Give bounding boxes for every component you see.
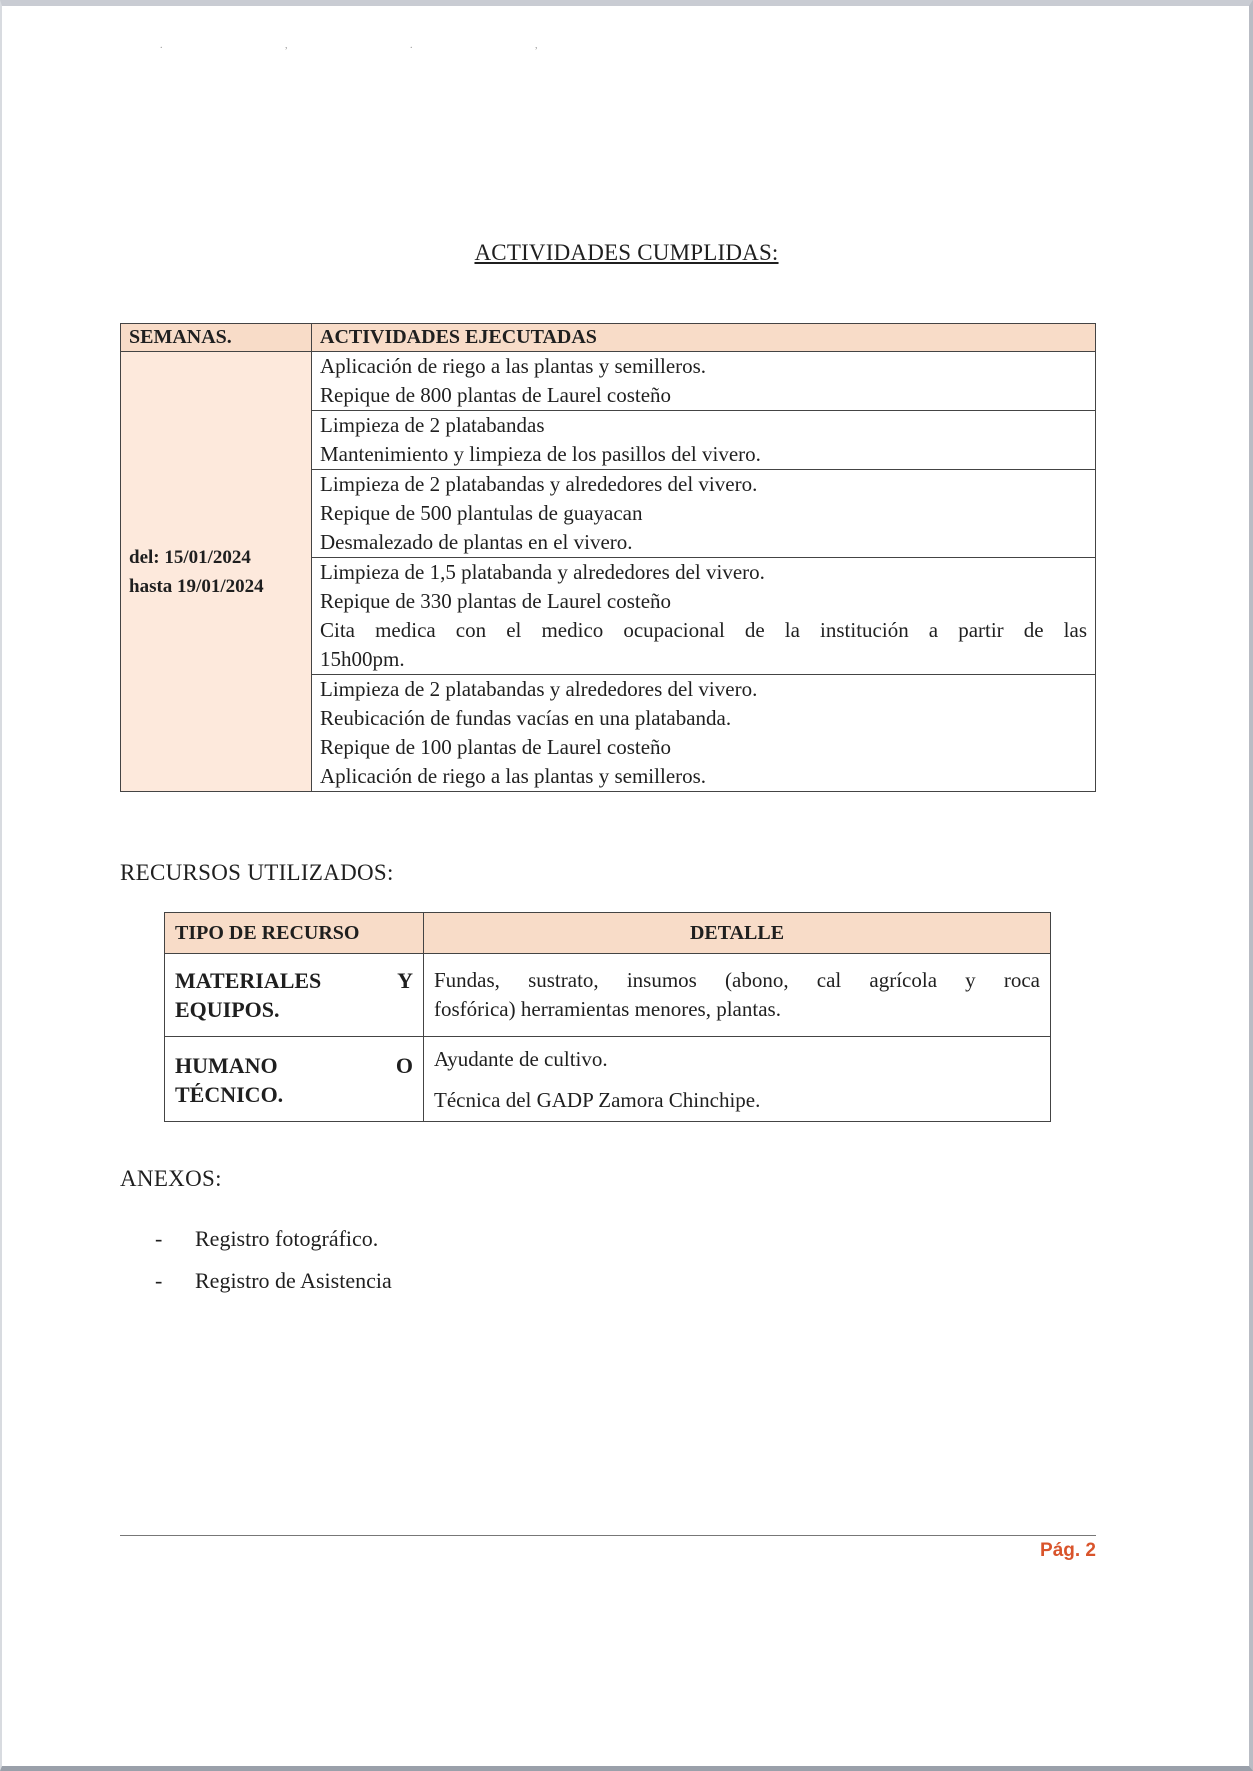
activity-line: Limpieza de 2 platabandas y alrededores del vivero.: [320, 472, 758, 496]
week-from: del: 15/01/2024: [129, 546, 251, 568]
activity-line: Repique de 500 plantulas de guayacan: [320, 501, 643, 525]
scan-artifacts: . , . ,: [160, 40, 598, 51]
activity-line: Repique de 800 plantas de Laurel costeño: [320, 383, 672, 407]
header-detail: DETALLE: [424, 913, 1051, 954]
activity-day-1: [312, 352, 1096, 411]
header-activities: ACTIVIDADES EJECUTADAS: [312, 324, 1096, 352]
activities-table: [120, 323, 1096, 792]
list-dash: -: [155, 1268, 163, 1293]
activity-line: Limpieza de 2 platabandas y alrededores del vivero.: [320, 677, 758, 701]
annex-text: Registro de Asistencia: [195, 1268, 392, 1293]
resources-heading: RECURSOS UTILIZADOS:: [120, 860, 394, 885]
activity-line: Mantenimiento y limpieza de los pasillos del vivero.: [320, 442, 761, 466]
header-resource-type: TIPO DE RECURSO: [165, 913, 424, 954]
activity-day-row: [121, 352, 1096, 411]
activity-line: Cita medica con el medico ocupacional de la institución a partir de las: [320, 618, 1087, 642]
annex-text: Registro fotográfico.: [195, 1226, 379, 1251]
resource-type-line: HUMANO O: [175, 1053, 413, 1078]
resource-detail-line: Ayudante de cultivo.: [434, 1047, 608, 1071]
annexes-heading: ANEXOS:: [120, 1166, 222, 1191]
activity-day-2: [312, 411, 1096, 470]
resource-detail-human: [424, 1037, 1051, 1122]
resource-detail-line: Fundas, sustrato, insumos (abono, cal agrícola y roca: [434, 968, 1040, 992]
resource-type-line: EQUIPOS.: [175, 997, 280, 1022]
activity-line: Limpieza de 2 platabandas: [320, 413, 545, 437]
activity-day-5: [312, 675, 1096, 792]
page-number: Pág. 2: [1040, 1540, 1096, 1561]
resources-table: [164, 912, 1051, 1122]
activity-line: Aplicación de riego a las plantas y semilleros.: [320, 764, 707, 788]
resource-type-line: MATERIALES Y: [175, 968, 413, 993]
annex-item: [155, 1260, 392, 1302]
activity-line: Aplicación de riego a las plantas y semilleros.: [320, 354, 707, 378]
week-to: hasta 19/01/2024: [129, 575, 264, 597]
resource-row-human: [165, 1037, 1051, 1122]
resource-type-line: TÉCNICO.: [175, 1082, 284, 1107]
activity-line: 15h00pm.: [320, 647, 405, 671]
annexes-list: [155, 1218, 392, 1302]
activities-header-row: [121, 324, 1096, 352]
activity-line: Repique de 330 plantas de Laurel costeño: [320, 589, 672, 613]
activity-line: Limpieza de 1,5 platabanda y alrededores del vivero.: [320, 560, 765, 584]
resource-detail-line: fosfórica) herramientas menores, plantas.: [434, 997, 781, 1021]
resource-type-materials: [165, 954, 424, 1037]
list-dash: -: [155, 1226, 163, 1251]
resource-detail-line: Técnica del GADP Zamora Chinchipe.: [434, 1088, 761, 1112]
resources-header-row: [165, 913, 1051, 954]
resource-row-materials: [165, 954, 1051, 1037]
footer-divider: [120, 1535, 1096, 1536]
week-range-cell: [121, 352, 312, 792]
activity-line: Desmalezado de plantas en el vivero.: [320, 530, 633, 554]
resource-type-human: [165, 1037, 424, 1122]
annex-item: [155, 1218, 392, 1260]
activity-line: Repique de 100 plantas de Laurel costeño: [320, 735, 672, 759]
resource-detail-materials: [424, 954, 1051, 1037]
header-weeks: SEMANAS.: [121, 324, 312, 352]
activity-day-3: [312, 470, 1096, 558]
activity-line: Reubicación de fundas vacías en una platabanda.: [320, 706, 732, 730]
activity-day-4: [312, 558, 1096, 675]
page-title: ACTIVIDADES CUMPLIDAS:: [474, 240, 779, 265]
